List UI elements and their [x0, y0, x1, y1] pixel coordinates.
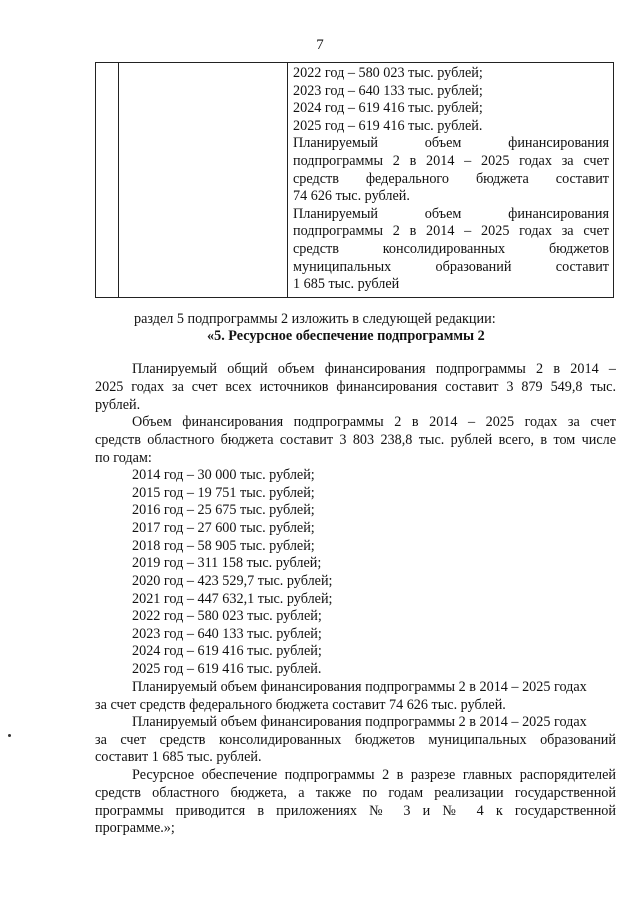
table-municipal-line: 1 685 тыс. рублей	[293, 276, 400, 293]
paragraph-line: Объем финансирования подпрограммы 2 в 2014 – 2025 годах за счет	[132, 414, 616, 430]
paragraph-line: Планируемый объем финансирования подпрограммы 2 в 2014 – 2025 годах	[132, 714, 587, 730]
year-line: 2025 год – 619 416 тыс. рублей.	[132, 661, 322, 677]
year-line: 2021 год – 447 632,1 тыс. рублей;	[132, 591, 333, 607]
year-line: 2019 год – 311 158 тыс. рублей;	[132, 555, 322, 571]
table-federal-line: средств федерального бюджета составит	[293, 170, 609, 187]
table-municipal-line: Планируемый объем финансирования	[293, 205, 609, 222]
paragraph-line: за счет средств федерального бюджета составит 74 626 тыс. рублей.	[95, 697, 506, 713]
table-municipal-line: средств консолидированных бюджетов	[293, 240, 609, 257]
paragraph-line: Планируемый общий объем финансирования подпрограммы 2 в 2014 –	[132, 361, 616, 377]
section-title: «5. Ресурсное обеспечение подпрограммы 2	[207, 328, 485, 344]
paragraph-line: средств областного бюджета составит 3 803 238,8 тыс. рублей всего, в том числе	[95, 432, 616, 448]
year-line: 2023 год – 640 133 тыс. рублей;	[132, 626, 322, 642]
year-line: 2014 год – 30 000 тыс. рублей;	[132, 467, 315, 483]
paragraph-line: за счет средств консолидированных бюджетов муниципальных образований	[95, 732, 616, 748]
table-year-line: 2023 год – 640 133 тыс. рублей;	[293, 82, 483, 99]
table-cell-content	[288, 63, 614, 298]
table-municipal-line: муниципальных образований составит	[293, 258, 609, 275]
year-line: 2016 год – 25 675 тыс. рублей;	[132, 502, 315, 518]
table-year-line: 2024 год – 619 416 тыс. рублей;	[293, 100, 483, 117]
continuation-table	[95, 62, 614, 298]
paragraph-line: 2025 годах за счет всех источников финансирования составит 3 879 549,8 тыс.	[95, 379, 616, 395]
table-federal-line: Планируемый объем финансирования	[293, 135, 609, 152]
year-line: 2020 год – 423 529,7 тыс. рублей;	[132, 573, 333, 589]
table-row	[96, 63, 614, 298]
scan-speck	[8, 734, 11, 737]
table-year-line: 2025 год – 619 416 тыс. рублей.	[293, 117, 483, 134]
table-cell-number	[96, 63, 119, 298]
table-federal-line: 74 626 тыс. рублей.	[293, 188, 410, 205]
paragraph-line: программы приводится в приложениях № 3 и № 4 к государственной	[95, 803, 616, 819]
paragraph-line: средств областного бюджета, а также по годам реализации государственной	[95, 785, 616, 801]
table-year-line: 2022 год – 580 023 тыс. рублей;	[293, 65, 483, 81]
year-line: 2018 год – 58 905 тыс. рублей;	[132, 538, 315, 554]
paragraph-line: рублей.	[95, 397, 141, 413]
paragraph-line: Планируемый объем финансирования подпрограммы 2 в 2014 – 2025 годах	[132, 679, 587, 695]
page-number: 7	[316, 37, 324, 53]
year-line: 2022 год – 580 023 тыс. рублей;	[132, 608, 322, 624]
year-line: 2024 год – 619 416 тыс. рублей;	[132, 643, 322, 659]
paragraph-line: программе.»;	[95, 820, 175, 836]
table-cell-name	[119, 63, 288, 298]
intro-text: раздел 5 подпрограммы 2 изложить в следующей редакции:	[134, 311, 496, 327]
paragraph-line: по годам:	[95, 450, 152, 466]
year-line: 2017 год – 27 600 тыс. рублей;	[132, 520, 315, 536]
paragraph-line: Ресурсное обеспечение подпрограммы 2 в разрезе главных распорядителей	[132, 767, 616, 783]
table-federal-line: подпрограммы 2 в 2014 – 2025 годах за счет	[293, 152, 609, 169]
table-municipal-line: подпрограммы 2 в 2014 – 2025 годах за счет	[293, 223, 609, 240]
year-line: 2015 год – 19 751 тыс. рублей;	[132, 485, 315, 501]
paragraph-line: составит 1 685 тыс. рублей.	[95, 749, 262, 765]
